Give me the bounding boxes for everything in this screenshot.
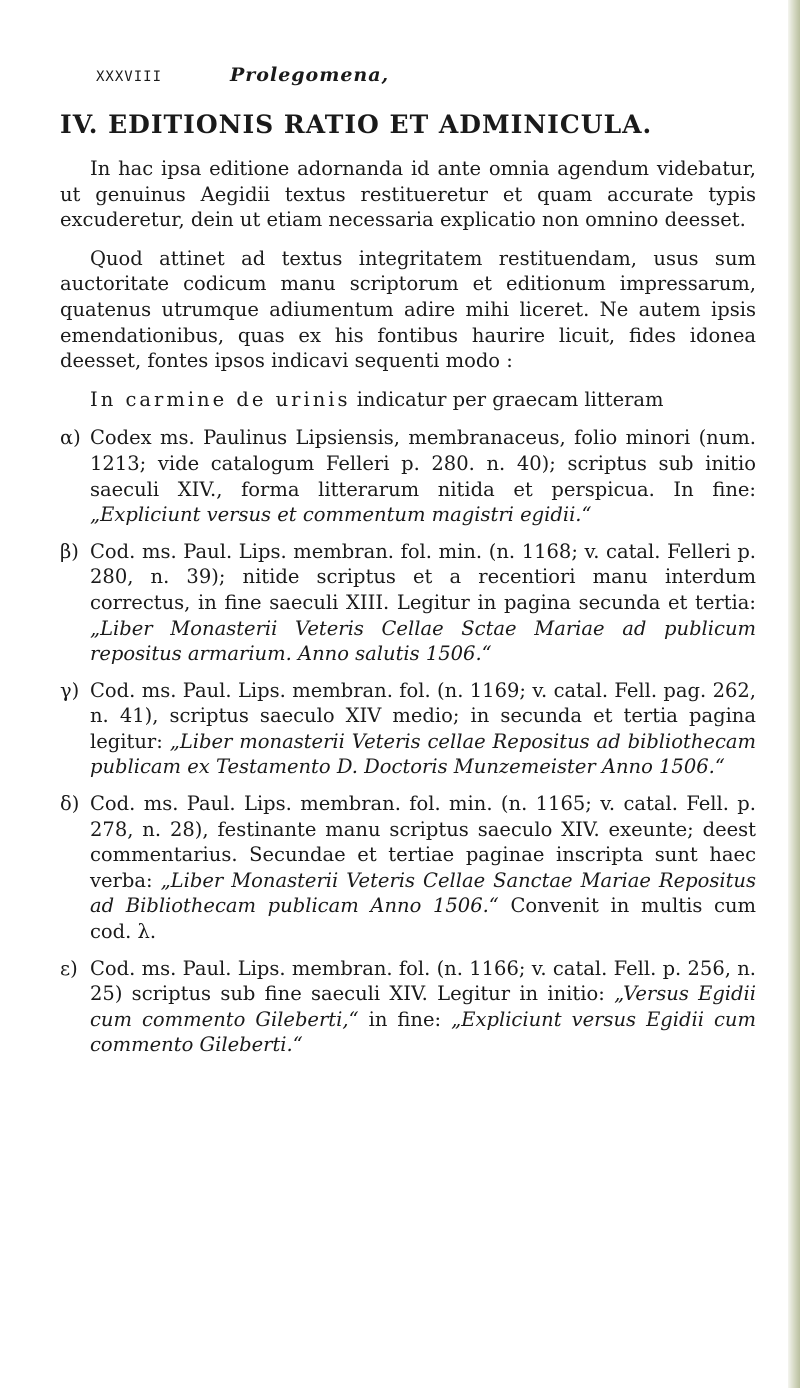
entry-quote: „Expliciunt versus et commentum magistri egidii.“	[90, 503, 592, 527]
codex-entry-gamma	[60, 678, 756, 780]
intro-spaced-phrase: In carmine de urinis	[90, 387, 351, 411]
codex-entry-alpha	[60, 425, 756, 527]
entry-quote: „Liber Monasterii Veteris Cellae Sctae Mariae ad publicum repositus armarium. Anno salutis 1506.“	[90, 616, 756, 666]
page-body	[60, 156, 756, 1069]
entry-text: Cod. ms. Paul. Lips. membran. fol. min. (n. 1165; v. catal. Fell. p. 278, n. 28), festinante manu scriptus saeculo XIV. exeunte; deest commentarius. Secundae et tertiae paginae inscripta sunt haec verba:	[90, 792, 756, 892]
paragraph-1: In hac ipsa editione adornanda id ante omnia agendum videbatur, ut genuinus Aegidii textus restitueretur et quam accurate typis excuderetur, dein ut etiam necessaria explicatio non omnino deesset.	[60, 157, 756, 232]
paragraph-2: Quod attinet ad textus integritatem restituendam, usus sum auctoritate codicum manu scriptorum et editionum impressarum, quatenus utrumque adiumentum adire mihi liceret. Ne autem ipsis emendationibus, quas ex his fontibus haurire licuit, fides idonea deesset, fontes ipsos indicavi sequenti modo :	[60, 246, 756, 373]
entry-after: in fine:	[358, 1007, 452, 1031]
running-title: Prolegomena,	[230, 64, 390, 86]
page-folio: XXXVIII	[96, 69, 163, 85]
codex-entry-epsilon	[60, 956, 756, 1058]
book-spine-edge	[788, 0, 800, 1388]
codex-entry-beta	[60, 539, 756, 667]
entry-marker: β)	[60, 539, 79, 563]
entry-text: Cod. ms. Paul. Lips. membran. fol. (n. 1166; v. catal. Fell. p. 256, n. 25) scriptus sub fine saeculi XIV. Legitur in initio:	[90, 956, 756, 1006]
entry-text: Codex ms. Paulinus Lipsiensis, membranaceus, folio minori (num. 1213; vide catalogum Felleri p. 280. n. 40); scriptus sub initio saeculi XIV., forma litterarum nitida et perspicua. In fine:	[90, 426, 756, 501]
entry-marker: δ)	[60, 792, 80, 816]
entry-quote: „Liber Monasterii Veteris Cellae Sanctae Mariae Repositus ad Bibliothecam publicam Anno 1506.“	[90, 868, 756, 918]
intro-rest: indicatur per graecam litteram	[350, 387, 664, 411]
entry-marker: α)	[60, 426, 81, 450]
entry-quote-2: „Expliciunt versus Egidii cum commento Gileberti.“	[90, 1007, 756, 1057]
entry-quote: „Liber monasterii Veteris cellae Repositus ad bibliothecam publicam ex Testamento D. Doctoris Munzemeister Anno 1506.“	[90, 729, 756, 779]
entry-marker: γ)	[60, 678, 80, 702]
running-head	[96, 64, 736, 88]
section-heading: IV. EDITIONIS RATIO ET ADMINICULA.	[60, 110, 653, 139]
entry-text: Cod. ms. Paul. Lips. membran. fol. (n. 1169; v. catal. Fell. pag. 262, n. 41), scriptus saeculo XIV medio; in secunda et tertia pagina legitur:	[90, 678, 756, 753]
intro-paragraph	[60, 387, 756, 413]
codex-entry-delta	[60, 791, 756, 945]
entry-after: Convenit in multis cum cod. λ.	[90, 894, 756, 944]
entry-text: Cod. ms. Paul. Lips. membran. fol. min. (n. 1168; v. catal. Felleri p. 280, n. 39); nitide scriptus et a recentiori manu interdum correctus, in fine saeculi XIII. Legitur in pagina secunda et tertia:	[90, 539, 756, 614]
entry-marker: ε)	[60, 956, 78, 980]
entry-quote: „Versus Egidii cum commento Gileberti,“	[90, 982, 757, 1031]
